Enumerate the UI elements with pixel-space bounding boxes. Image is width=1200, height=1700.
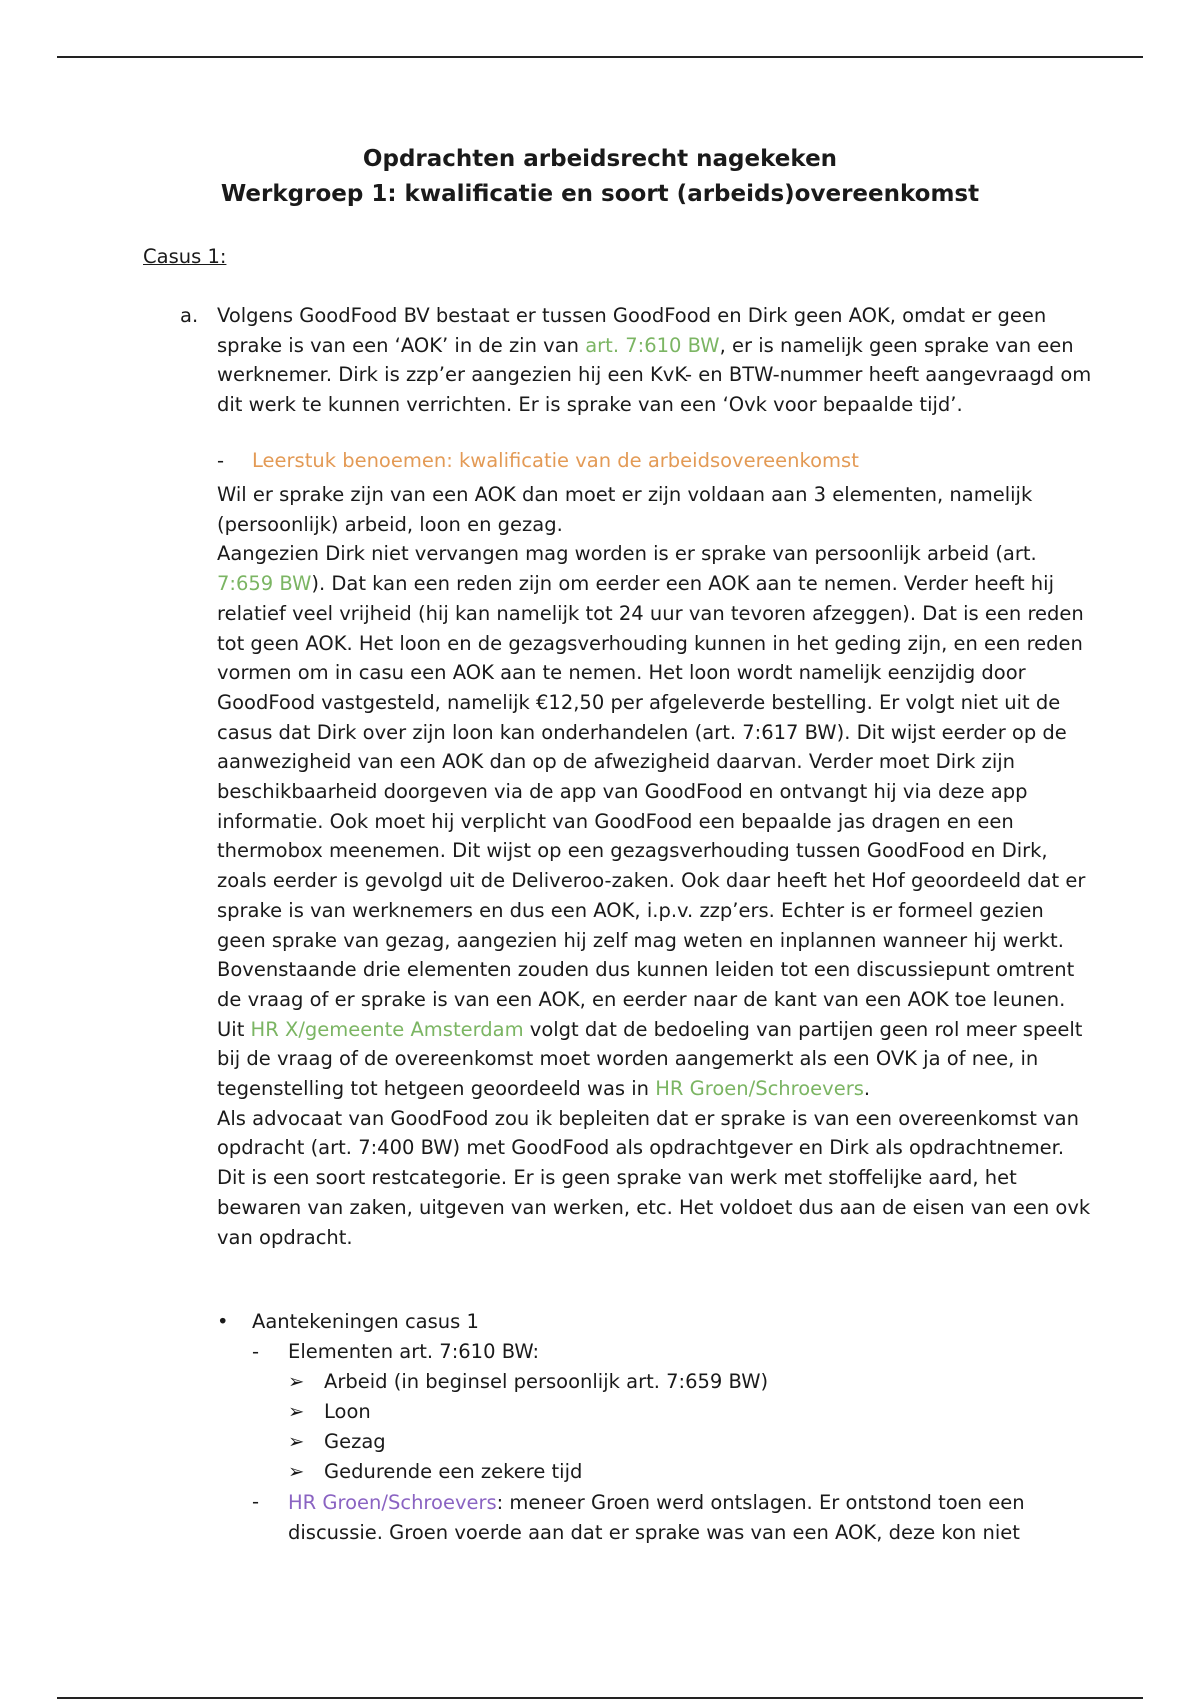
hr-groen-note bbox=[288, 1488, 1088, 1548]
text-span: volgt dat de bedoeling van partijen geen rol meer speelt bij de vraag of de overeenkomst moet worden aangemerkt als een OVK ja of nee, in tegenstelling tot hetgeen geoordeeld was in bbox=[217, 1017, 1083, 1101]
case-reference: HR Groen/Schroevers bbox=[288, 1491, 497, 1514]
dash-marker: - bbox=[252, 1490, 260, 1513]
text-span: Uit bbox=[217, 1017, 251, 1041]
arrow-bullet-icon: ➢ bbox=[288, 1370, 305, 1393]
law-reference: 7:659 BW bbox=[217, 572, 312, 596]
top-rule bbox=[57, 56, 1143, 58]
paragraph-a-intro bbox=[217, 301, 1097, 420]
text-span: Volgens GoodFood BV bestaat er tussen GoodFood en Dirk geen AOK, omdat er geen sprake is van een ‘AOK’ in de zin van bbox=[217, 304, 1047, 357]
text-span: : meneer Groen werd ontslagen. Er ontstond toen een discussie. Groen voerde aan dat er sprake was van een AOK, deze kon niet bbox=[288, 1491, 1025, 1544]
casus-heading: Casus 1: bbox=[143, 245, 227, 268]
arrow-bullet-icon: ➢ bbox=[288, 1400, 305, 1423]
bullet-icon: • bbox=[217, 1310, 229, 1333]
text-span: Aangezien Dirk niet vervangen mag worden is er sprake van persoonlijk arbeid (art. bbox=[217, 542, 1037, 566]
list-item: Loon bbox=[324, 1400, 371, 1423]
document-subtitle: Werkgroep 1: kwalificatie en soort (arbeids)overeenkomst bbox=[220, 181, 980, 207]
case-reference: HR Groen/Schroevers bbox=[655, 1077, 864, 1101]
law-reference: art. 7:610 BW bbox=[585, 333, 720, 357]
dash-marker: - bbox=[252, 1340, 260, 1363]
text-span: ). Dat kan een reden zijn om eerder een AOK aan te nemen. Verder heeft hij relatief veel vrijheid (hij kan namelijk tot 24 uur van tevoren afzeggen). Dat is een reden tot geen AOK. Het loon en de gezagsverhouding kunnen in het geding zijn, en een reden vormen om in casu een AOK aan te nemen. Het loon wordt namelijk eenzijdig door GoodFood vastgesteld, namelijk €12,50 per afgeleverde bestelling. Er volgt niet uit de casus dat Dirk over zijn loon kan onderhandelen (art. 7:617 BW). Dit wijst eerder op de aanwezigheid van een AOK dan op de afwezigheid daarvan. Verder moet Dirk zijn beschikbaarheid doorgeven via de app van GoodFood en ontvangt hij via deze app informatie. Ook moet hij verplicht van GoodFood een bepaalde jas dragen en een thermobox meenemen. Dit wijst op een gezagsverhouding tussen GoodFood en Dirk, zoals eerder is gevolgd uit de Deliveroo-zaken. Ook daar heeft het Hof geoordeeld dat er sprake is van werknemers en dus een AOK, i.p.v. zzp’ers. Echter is er formeel gezien geen sprake van gezag, aangezien hij zelf mag weten en inplannen wanneer hij werkt. Bovenstaande drie elementen zouden dus kunnen leiden tot een discussiepunt omtrent de vraag of er sprake is van een AOK, en eerder naar de kant van een AOK toe leunen. bbox=[217, 572, 1086, 1011]
list-label-a: a. bbox=[180, 304, 199, 327]
text-span: Als advocaat van GoodFood zou ik bepleiten dat er sprake is van een overeenkomst van opdracht (art. 7:400 BW) met GoodFood als opdrachtgever en Dirk als opdrachtnemer. Dit is een soort restcategorie. Er is geen sprake van werk met stoffelijke aard, het bewaren van zaken, uitgeven van werken, etc. Het voldoet dus aan de eisen van een ovk van opdracht. bbox=[217, 1106, 1091, 1249]
case-reference: HR X/gemeente Amsterdam bbox=[250, 1017, 524, 1041]
text-span: Wil er sprake zijn van een AOK dan moet er zijn voldaan aan 3 elementen, namelijk (persoonlijk) arbeid, loon en gezag. bbox=[217, 483, 1033, 536]
list-item: Gedurende een zekere tijd bbox=[324, 1460, 583, 1483]
dash-marker: - bbox=[217, 449, 225, 472]
arrow-bullet-icon: ➢ bbox=[288, 1430, 305, 1453]
list-item: Gezag bbox=[324, 1430, 386, 1453]
leerstuk-note: Leerstuk benoemen: kwalificatie van de arbeidsovereenkomst bbox=[252, 449, 859, 472]
list-item: Arbeid (in beginsel persoonlijk art. 7:659 BW) bbox=[324, 1370, 769, 1393]
paragraph-a-analysis bbox=[217, 480, 1097, 1252]
notes-heading: Aantekeningen casus 1 bbox=[252, 1310, 479, 1333]
document-title: Opdrachten arbeidsrecht nagekeken bbox=[362, 146, 838, 172]
bottom-rule bbox=[57, 1697, 1143, 1699]
arrow-bullet-icon: ➢ bbox=[288, 1460, 305, 1483]
elements-label: Elementen art. 7:610 BW: bbox=[288, 1340, 540, 1363]
text-span: . bbox=[863, 1077, 871, 1101]
text-span: , er is namelijk geen sprake van een werknemer. Dirk is zzp’er aangezien hij een KvK- en BTW-nummer heeft aangevraagd om dit werk te kunnen verrichten. Er is sprake van een ‘Ovk voor bepaalde tijd’. bbox=[217, 333, 1092, 417]
